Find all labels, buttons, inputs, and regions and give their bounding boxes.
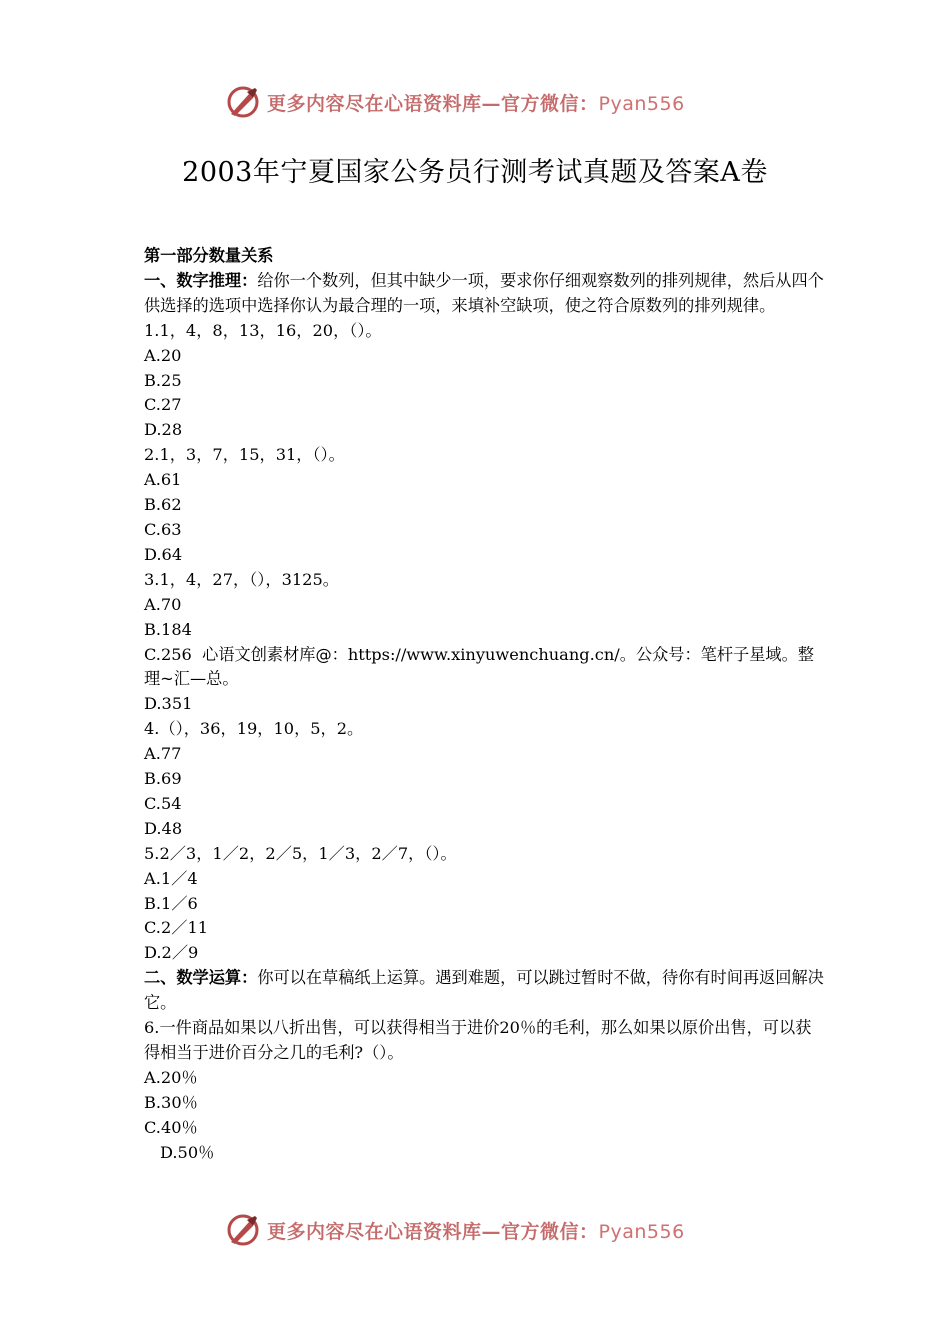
section1-label: 一、数字推理： bbox=[144, 270, 258, 290]
section2-text: 你可以在草稿纸上运算。遇到难题，可以跳过暂时不做，待你有时间再返回解决它。 bbox=[144, 968, 824, 1013]
option-c: C.2／11 bbox=[144, 918, 209, 938]
option-b: B.184 bbox=[144, 619, 192, 639]
page-title: 2003年宁夏国家公务员行测考试真题及答案A卷 bbox=[182, 157, 768, 188]
question-stem: 4.（），36，19，10，5，2。 bbox=[144, 719, 364, 739]
question-2 bbox=[144, 443, 824, 568]
watermark-url[interactable]: https://www.xinyuwenchuang.cn/ bbox=[347, 644, 620, 664]
option-b: B.30％ bbox=[144, 1092, 198, 1112]
option-a: A.61 bbox=[144, 470, 182, 490]
pen-logo-icon bbox=[225, 1212, 261, 1248]
option-b: B.62 bbox=[144, 495, 182, 515]
question-1 bbox=[144, 319, 824, 444]
option-a: A.20 bbox=[144, 345, 182, 365]
option-c-with-note bbox=[144, 643, 824, 693]
option-a: A.1／4 bbox=[144, 868, 198, 888]
question-5 bbox=[144, 842, 824, 967]
option-c: C.27 bbox=[144, 395, 182, 415]
question-stem: 2.1，3，7，15，31，（）。 bbox=[144, 445, 345, 465]
option-c: C.40％ bbox=[144, 1117, 198, 1137]
footer-banner bbox=[225, 1210, 745, 1250]
question-6 bbox=[144, 1016, 824, 1165]
option-a: A.77 bbox=[144, 744, 182, 764]
question-3 bbox=[144, 568, 824, 717]
banner-wechat-id: Pyan556 bbox=[598, 1220, 685, 1243]
pen-logo-icon bbox=[225, 84, 261, 120]
section1-text: 给你一个数列，但其中缺少一项，要求你仔细观察数列的排列规律，然后从四个供选择的选项中选择你认为最合理的一项，来填补空缺项，使之符合原数列的排列规律。 bbox=[144, 270, 824, 315]
question-stem: 5.2／3，1／2，2／5，1／3，2／7，（）。 bbox=[144, 843, 457, 863]
watermark-note: 心语文创素材库@： bbox=[202, 644, 348, 664]
question-stem: 6.一件商品如果以八折出售，可以获得相当于进价20％的毛利，那么如果以原价出售，可以获得相当于进价百分之几的毛利?（）。 bbox=[144, 1018, 812, 1062]
option-a: A.70 bbox=[144, 594, 182, 614]
option-d: D.50％ bbox=[160, 1142, 215, 1162]
option-d: D.2／9 bbox=[144, 943, 199, 963]
option-d: D.48 bbox=[144, 818, 183, 838]
option-b: B.1／6 bbox=[144, 893, 198, 913]
part-heading: 第一部分数量关系 bbox=[144, 246, 274, 265]
banner-text-cn: 更多内容尽在心语资料库—官方微信： bbox=[267, 92, 599, 115]
option-c: C.63 bbox=[144, 519, 182, 539]
option-a: A.20％ bbox=[144, 1067, 198, 1087]
banner-text bbox=[267, 89, 685, 116]
option-d: D.28 bbox=[144, 420, 183, 440]
section2-label: 二、数学运算： bbox=[144, 968, 258, 988]
question-stem: 3.1，4，27，（），3125。 bbox=[144, 569, 339, 589]
watermark-tail: 。公众号：笔杆子星域。整理~汇—总。 bbox=[144, 644, 814, 689]
question-4 bbox=[144, 717, 824, 842]
document-body bbox=[144, 244, 824, 1166]
header-banner bbox=[225, 82, 745, 122]
section1-intro bbox=[144, 269, 824, 319]
question-stem: 1.1，4，8，13，16，20，（）。 bbox=[144, 320, 382, 340]
option-d: D.351 bbox=[144, 694, 193, 714]
option-d: D.64 bbox=[144, 544, 183, 564]
banner-text-cn: 更多内容尽在心语资料库—官方微信： bbox=[267, 1220, 599, 1243]
banner-wechat-id: Pyan556 bbox=[598, 92, 685, 115]
option-b: B.69 bbox=[144, 769, 182, 789]
section2-intro bbox=[144, 966, 824, 1016]
option-c: C.256 bbox=[144, 644, 192, 664]
option-b: B.25 bbox=[144, 370, 182, 390]
option-c: C.54 bbox=[144, 793, 182, 813]
banner-text bbox=[267, 1217, 685, 1244]
